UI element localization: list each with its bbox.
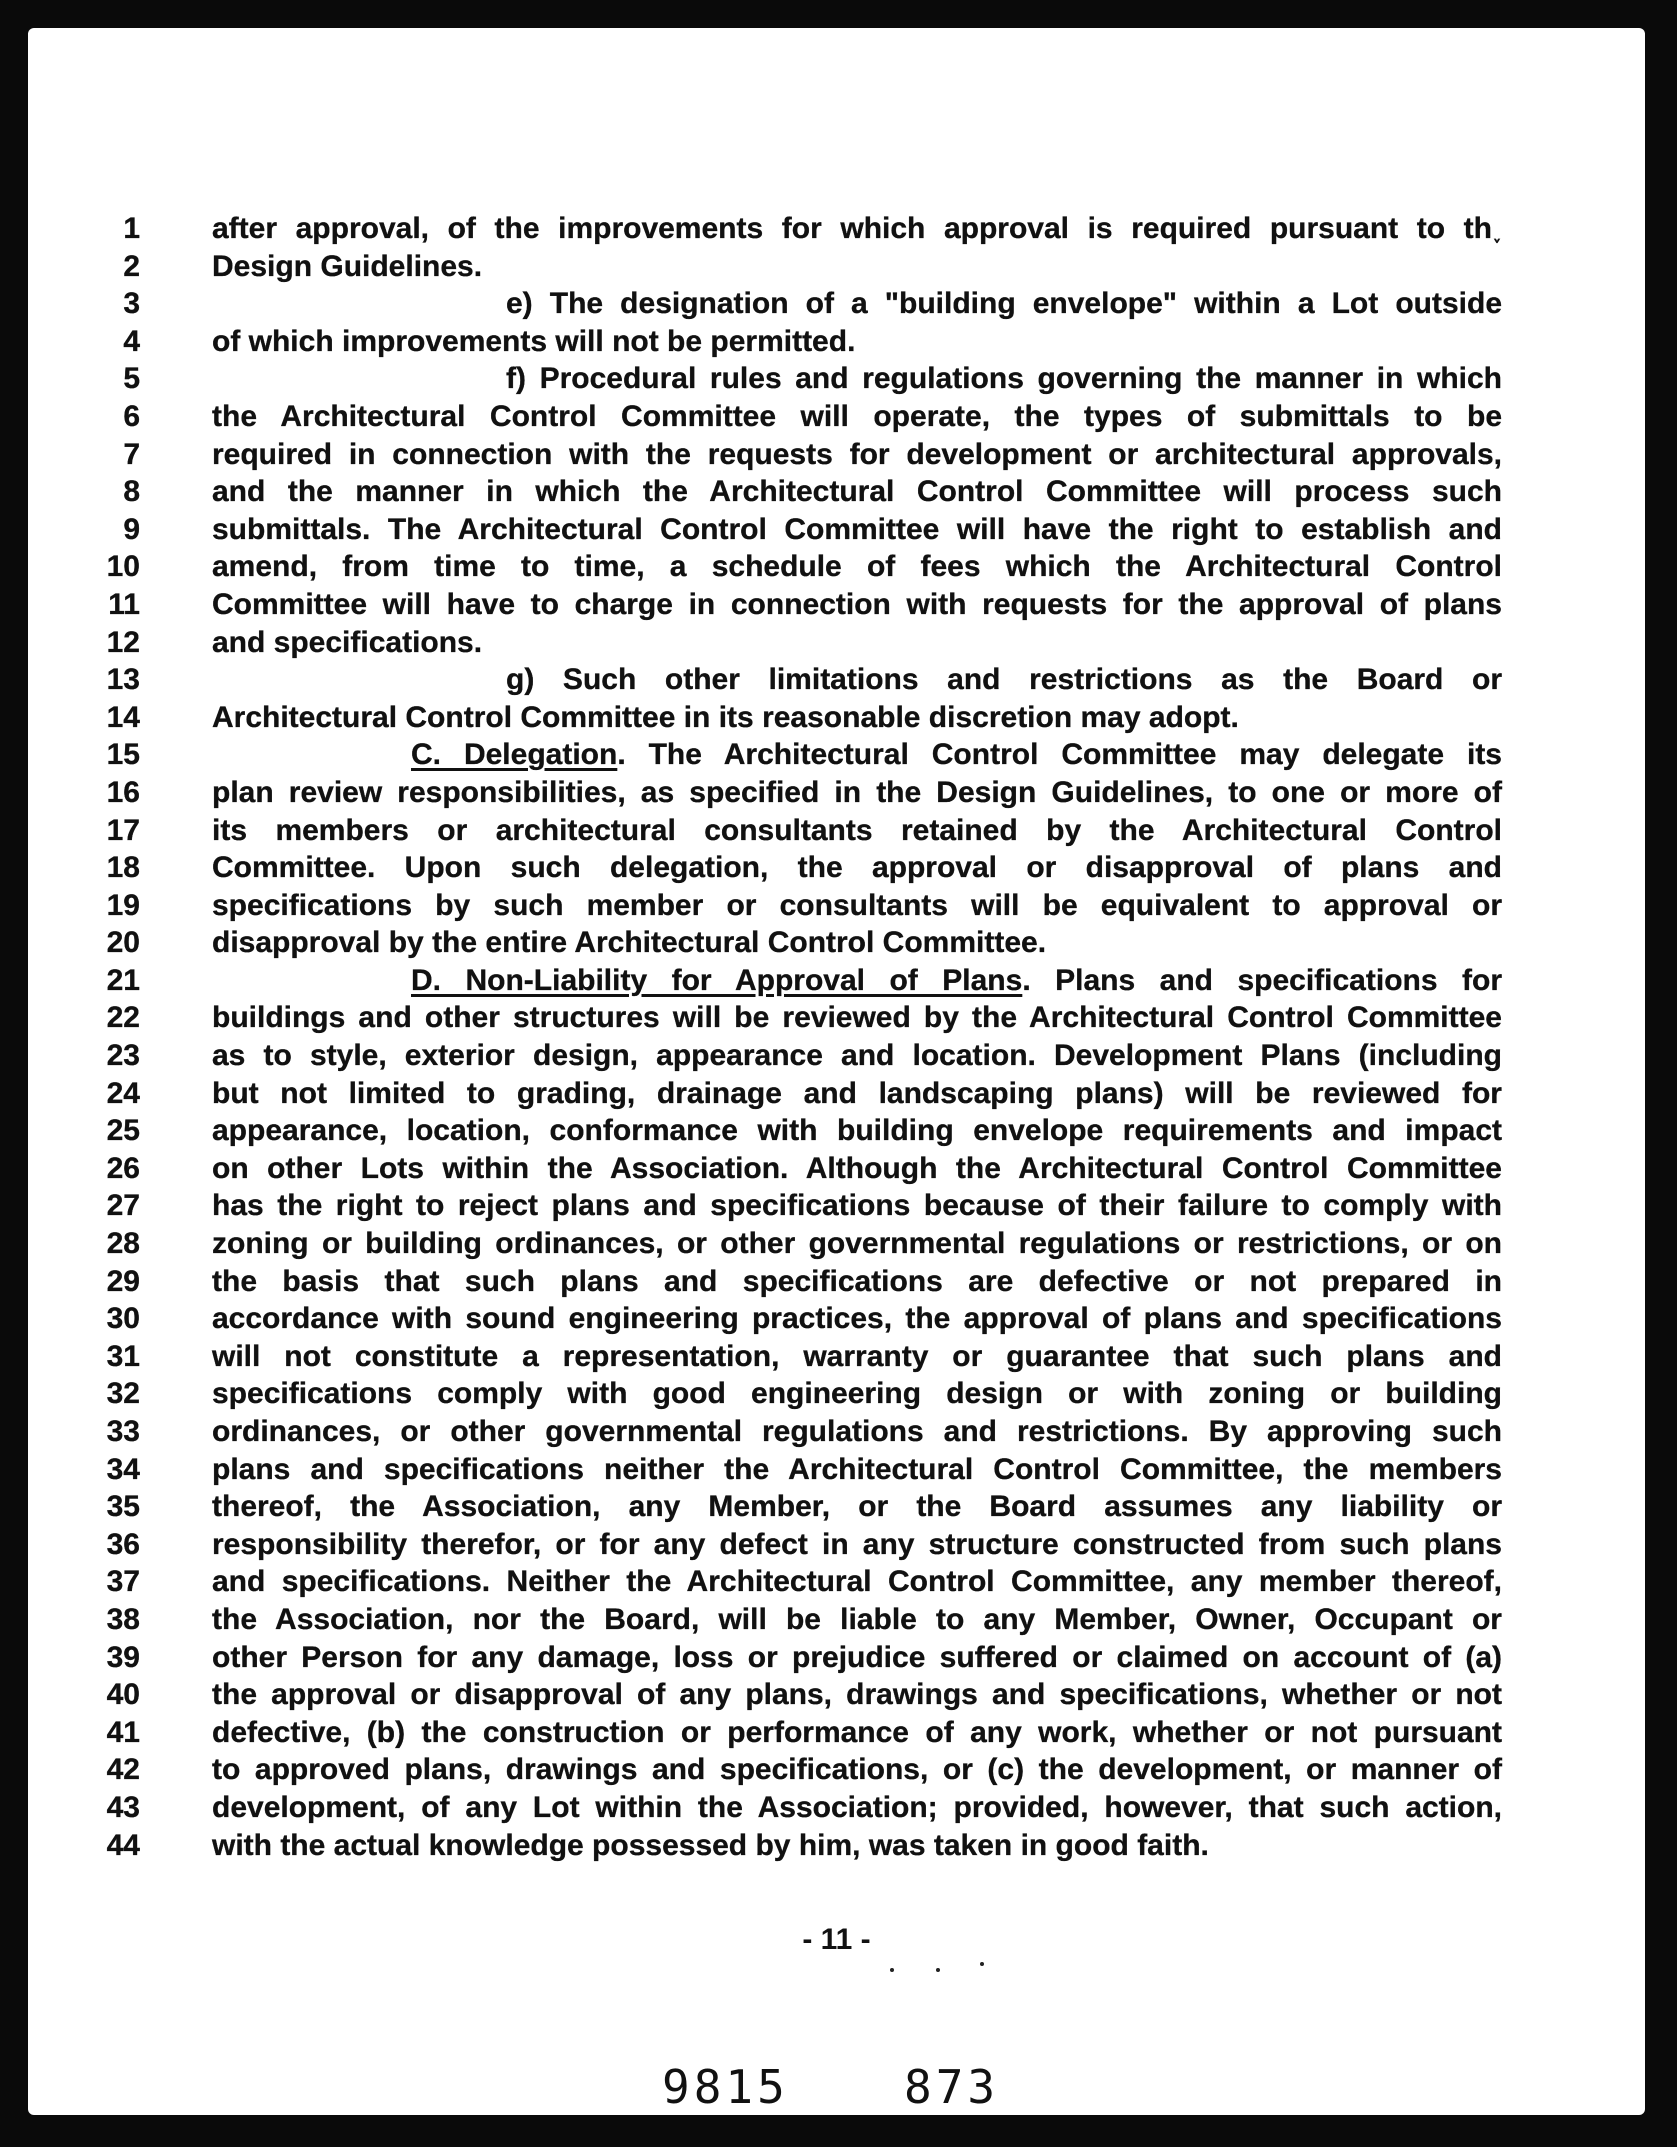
line-text: zoning or building ordinances, or other governmental regulations or restrictions, or on	[212, 1227, 1502, 1261]
line-number: 32	[106, 1377, 140, 1411]
line-number: 18	[106, 851, 140, 885]
page-number: - 11 -	[802, 1923, 871, 1956]
document-line	[28, 1676, 1645, 1714]
line-text: to approved plans, drawings and specifications, or (c) the development, or manner of	[212, 1753, 1502, 1787]
line-text	[411, 736, 1502, 774]
line-text: specifications by such member or consultants will be equivalent to approval or	[212, 888, 1502, 922]
document-line	[28, 1225, 1645, 1263]
document-line	[28, 1526, 1645, 1564]
document-line	[28, 924, 1645, 962]
document-line	[28, 323, 1645, 361]
line-number: 31	[106, 1339, 140, 1373]
line-text: e) The designation of a "building envelope" within a Lot outside	[506, 287, 1502, 321]
line-number: 6	[123, 399, 140, 433]
line-text: development, of any Lot within the Association; provided, however, that such action,	[212, 1790, 1502, 1824]
line-number: 19	[106, 888, 140, 922]
document-line	[28, 1375, 1645, 1413]
line-text: plans and specifications neither the Architectural Control Committee, the members	[212, 1452, 1502, 1486]
line-number: 40	[106, 1678, 140, 1712]
section-heading: C. Delegation	[411, 738, 618, 772]
document-line	[28, 511, 1645, 549]
section-heading: D. Non-Liability for Approval of Plans	[411, 963, 1023, 997]
line-number: 9	[123, 512, 140, 546]
document-line	[28, 849, 1645, 887]
document-line	[28, 586, 1645, 624]
line-number: 25	[106, 1114, 140, 1148]
line-text: the basis that such plans and specifications are defective or not prepared in	[212, 1264, 1502, 1298]
document-line	[28, 1263, 1645, 1301]
line-number: 4	[123, 324, 140, 358]
line-number: 1	[123, 212, 140, 245]
line-number: 41	[106, 1715, 140, 1749]
document-line	[28, 248, 1645, 286]
line-number: 34	[106, 1452, 140, 1486]
scan-speck	[936, 1968, 940, 1972]
scan-speck	[890, 1968, 894, 1972]
document-line	[28, 210, 1645, 248]
line-text: of which improvements will not be permitted.	[212, 324, 856, 358]
document-line	[28, 436, 1645, 474]
document-line	[28, 548, 1645, 586]
document-page	[28, 28, 1645, 2115]
line-number: 35	[106, 1490, 140, 1524]
document-line	[28, 812, 1645, 850]
line-number: 43	[106, 1790, 140, 1824]
document-line	[28, 398, 1645, 436]
line-text: and specifications.	[212, 625, 483, 659]
document-line	[28, 360, 1645, 398]
document-line	[28, 1488, 1645, 1526]
document-line	[28, 1751, 1645, 1789]
line-number: 28	[106, 1227, 140, 1261]
document-line	[28, 661, 1645, 699]
line-text: specifications comply with good engineering design or with zoning or building	[212, 1377, 1502, 1411]
line-text: the Architectural Control Committee will operate, the types of submittals to be	[212, 399, 1502, 433]
line-text: and specifications. Neither the Architectural Control Committee, any member thereof,	[212, 1565, 1502, 1599]
line-number: 23	[106, 1039, 140, 1073]
document-line	[28, 1150, 1645, 1188]
line-text: but not limited to grading, drainage and landscaping plans) will be reviewed for	[212, 1076, 1502, 1110]
line-text: after approval, of the improvements for which approval is required pursuant to th˯	[212, 212, 1502, 245]
line-text: plan review responsibilities, as specified in the Design Guidelines, to one or more of	[212, 775, 1502, 809]
scan-speck	[980, 1962, 984, 1966]
document-line	[28, 1601, 1645, 1639]
line-text: the Association, nor the Board, will be liable to any Member, Owner, Occupant or	[212, 1602, 1502, 1636]
line-text: with the actual knowledge possessed by him, was taken in good faith.	[212, 1828, 1209, 1862]
line-text: Committee. Upon such delegation, the approval or disapproval of plans and	[212, 851, 1502, 885]
line-text: responsibility therefor, or for any defect in any structure constructed from such plans	[212, 1527, 1502, 1561]
document-line	[28, 285, 1645, 323]
line-number: 24	[106, 1076, 140, 1110]
line-text: submittals. The Architectural Control Committee will have the right to establish and	[212, 512, 1502, 546]
line-number: 20	[106, 926, 140, 960]
document-line	[28, 1112, 1645, 1150]
document-line	[28, 999, 1645, 1037]
line-text-rest: . Plans and specifications for	[1022, 963, 1502, 997]
document-line	[28, 1451, 1645, 1489]
line-text: amend, from time to time, a schedule of fees which the Architectural Control	[212, 550, 1502, 584]
document-line	[28, 1563, 1645, 1601]
line-number: 13	[106, 663, 140, 697]
line-number: 29	[106, 1264, 140, 1298]
line-number: 8	[123, 475, 140, 509]
line-text: Architectural Control Committee in its reasonable discretion may adopt.	[212, 700, 1239, 734]
line-number: 15	[106, 738, 140, 772]
line-number: 39	[106, 1640, 140, 1674]
document-line	[28, 1413, 1645, 1451]
line-number: 27	[106, 1189, 140, 1223]
line-text: f) Procedural rules and regulations governing the manner in which	[506, 362, 1502, 396]
line-number: 11	[108, 587, 140, 621]
line-number: 26	[106, 1151, 140, 1185]
line-text	[411, 962, 1502, 1000]
document-line	[28, 1037, 1645, 1075]
document-line	[28, 1187, 1645, 1225]
line-number: 36	[106, 1527, 140, 1561]
line-number: 17	[106, 813, 140, 847]
line-number: 21	[106, 963, 140, 997]
line-number: 3	[123, 287, 140, 321]
document-line	[28, 887, 1645, 925]
document-line	[28, 774, 1645, 812]
document-line	[28, 736, 1645, 774]
line-text: buildings and other structures will be reviewed by the Architectural Control Committee	[212, 1001, 1502, 1035]
line-number: 33	[106, 1415, 140, 1448]
line-text: Design Guidelines.	[212, 249, 483, 283]
line-number: 10	[106, 550, 140, 584]
document-line	[28, 1075, 1645, 1113]
document-body	[28, 210, 1645, 1864]
line-text-rest: . The Architectural Control Committee may delegate its	[617, 738, 1502, 772]
line-number: 30	[106, 1302, 140, 1336]
line-number: 14	[106, 700, 140, 734]
line-text: its members or architectural consultants retained by the Architectural Control	[212, 813, 1502, 847]
document-line	[28, 1300, 1645, 1338]
line-number: 37	[106, 1565, 140, 1599]
line-number: 42	[106, 1753, 140, 1787]
document-line	[28, 1827, 1645, 1865]
line-text: g) Such other limitations and restrictions as the Board or	[506, 663, 1502, 697]
line-text: has the right to reject plans and specifications because of their failure to comply with	[212, 1189, 1502, 1223]
line-text: disapproval by the entire Architectural Control Committee.	[212, 926, 1047, 960]
document-line	[28, 1789, 1645, 1827]
document-line	[28, 624, 1645, 662]
line-text: will not constitute a representation, warranty or guarantee that such plans and	[212, 1339, 1502, 1373]
line-number: 44	[106, 1828, 140, 1862]
line-text: thereof, the Association, any Member, or the Board assumes any liability or	[212, 1490, 1502, 1524]
document-stamp-left: 9815	[662, 2060, 789, 2114]
document-line	[28, 962, 1645, 1000]
line-text: on other Lots within the Association. Although the Architectural Control Committee	[212, 1151, 1502, 1185]
line-text: ordinances, or other governmental regulations and restrictions. By approving such	[212, 1415, 1502, 1448]
line-number: 16	[106, 775, 140, 809]
line-text: other Person for any damage, loss or prejudice suffered or claimed on account of (a)	[212, 1640, 1502, 1674]
line-number: 22	[106, 1001, 140, 1035]
document-line	[28, 1714, 1645, 1752]
document-line	[28, 1639, 1645, 1677]
line-text: as to style, exterior design, appearance and location. Development Plans (including	[212, 1039, 1502, 1073]
line-number: 7	[123, 437, 140, 471]
document-line	[28, 699, 1645, 737]
line-text: defective, (b) the construction or performance of any work, whether or not pursuant	[212, 1715, 1502, 1749]
document-stamp-right: 873	[904, 2060, 1000, 2114]
line-text: required in connection with the requests for development or architectural approvals,	[212, 437, 1502, 471]
line-number: 5	[123, 362, 140, 396]
line-text: accordance with sound engineering practices, the approval of plans and specifications	[212, 1302, 1502, 1336]
line-text: and the manner in which the Architectural Control Committee will process such	[212, 475, 1502, 509]
line-text: Committee will have to charge in connection with requests for the approval of plans	[212, 587, 1502, 621]
line-number: 38	[106, 1602, 140, 1636]
line-number: 12	[106, 625, 140, 659]
document-line	[28, 473, 1645, 511]
line-text: appearance, location, conformance with building envelope requirements and impact	[212, 1114, 1502, 1148]
line-number: 2	[123, 249, 140, 283]
line-text: the approval or disapproval of any plans, drawings and specifications, whether or not	[212, 1678, 1502, 1712]
document-line	[28, 1338, 1645, 1376]
